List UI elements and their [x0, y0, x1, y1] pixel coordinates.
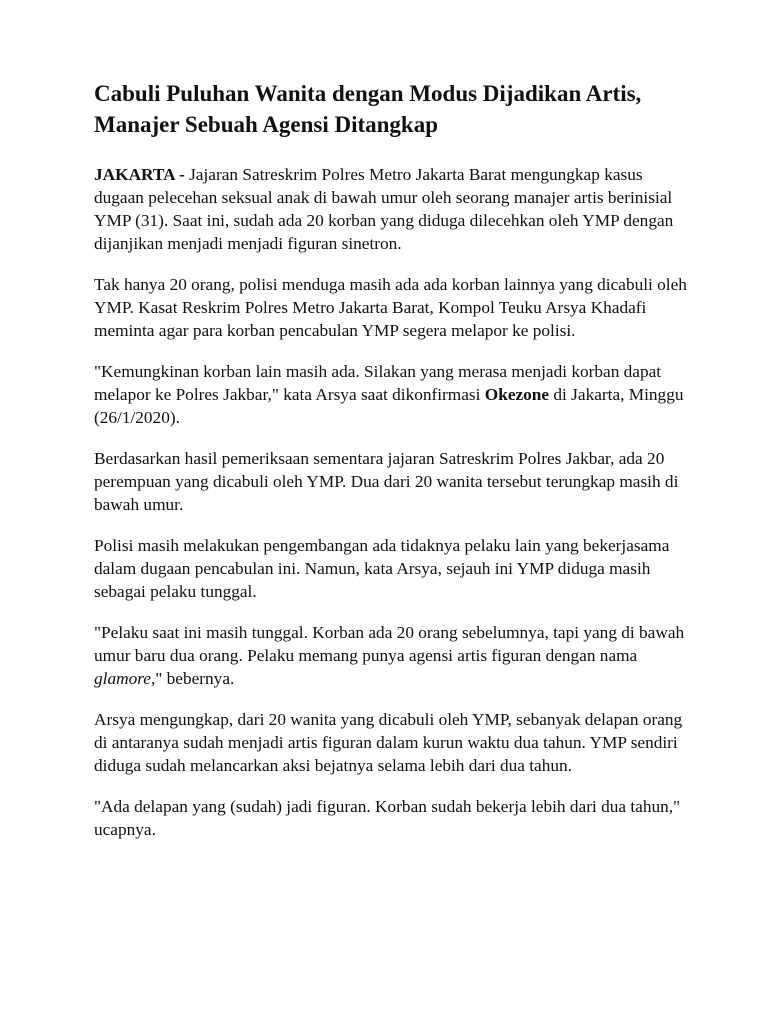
article-page	[94, 78, 694, 859]
paragraph-3-text-end: di Jakarta, Minggu (26/1/2020).	[94, 385, 684, 427]
agency-name: glamore	[94, 669, 151, 688]
article-paragraph-8: "Ada delapan yang (sudah) jadi figuran. Korban sudah bekerja lebih dari dua tahun," ucapnya.	[94, 797, 681, 839]
article-paragraph-6	[94, 621, 694, 690]
article-paragraph-7: Arsya mengungkap, dari 20 wanita yang dicabuli oleh YMP, sebanyak delapan orang di antaranya sudah menjadi artis figuran dalam kurun waktu dua tahun. YMP sendiri diduga sudah melancarkan aksi bejatnya selama lebih dari dua tahun.	[94, 710, 683, 775]
article-title: Cabuli Puluhan Wanita dengan Modus Dijadikan Artis, Manajer Sebuah Agensi Ditangkap	[94, 81, 642, 137]
article-paragraph-4: Berdasarkan hasil pemeriksaan sementara jajaran Satreskrim Polres Jakbar, ada 20 perempuan yang dicabuli oleh YMP. Dua dari 20 wanita tersebut terungkap masih di bawah umur.	[94, 449, 679, 514]
source-name: Okezone	[484, 385, 550, 404]
paragraph-6-text-start: "Pelaku saat ini masih tunggal. Korban ada 20 orang sebelumnya, tapi yang di bawah umur baru dua orang. Pelaku memang punya agensi artis figuran dengan nama	[94, 623, 685, 665]
article-paragraph-1	[94, 163, 694, 255]
article-paragraph-5: Polisi masih melakukan pengembangan ada tidaknya pelaku lain yang bekerjasama dalam dugaan pencabulan ini. Namun, kata Arsya, sejauh ini YMP diduga masih sebagai pelaku tunggal.	[94, 536, 670, 601]
dateline: JAKARTA -	[94, 165, 185, 184]
article-paragraph-2: Tak hanya 20 orang, polisi menduga masih ada ada korban lainnya yang dicabuli oleh YMP. Kasat Reskrim Polres Metro Jakarta Barat, Kompol Teuku Arsya Khadafi meminta agar para korban pencabulan YMP segera melapor ke polisi.	[94, 275, 687, 340]
paragraph-6-text-end: ," bebernya.	[150, 669, 235, 688]
paragraph-3-text-start: "Kemungkinan korban lain masih ada. Silakan yang merasa menjadi korban dapat melapor ke Polres Jakbar," kata Arsya saat dikonfirmasi	[94, 362, 662, 404]
paragraph-1-text: Jajaran Satreskrim Polres Metro Jakarta Barat mengungkap kasus dugaan pelecehan seksual anak di bawah umur oleh seorang manajer artis berinisial YMP (31). Saat ini, sudah ada 20 korban yang diduga dilecehkan oleh YMP dengan dijanjikan menjadi menjadi figuran sinetron.	[94, 165, 674, 253]
article-paragraph-3	[94, 360, 694, 429]
